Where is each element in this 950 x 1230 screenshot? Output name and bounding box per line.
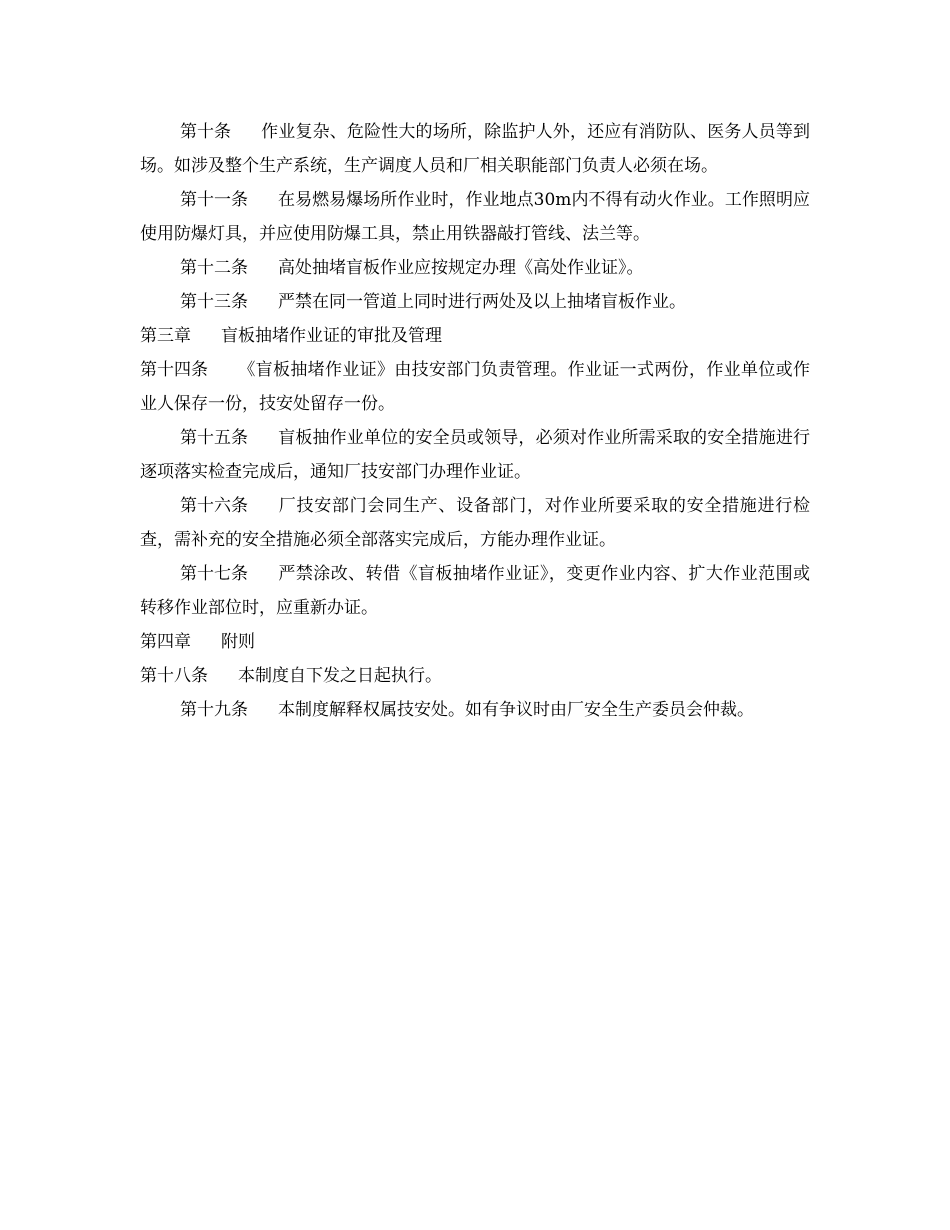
article-18	[140, 659, 810, 693]
chapter-label: 第三章	[140, 326, 191, 346]
chapter-4-heading	[140, 625, 810, 659]
article-text: 《盲板抽堵作业证》由技安部门负责管理。作业证一式两份，作业单位或作业人保存一份，技安处留存一份。	[140, 360, 810, 414]
article-19	[140, 693, 810, 727]
article-label: 第十九条	[180, 700, 248, 720]
chapter-title: 附则	[221, 632, 255, 652]
article-text: 严禁涂改、转借《盲板抽堵作业证》，变更作业内容、扩大作业范围或转移作业部位时，应重新办证。	[140, 564, 810, 618]
chapter-3-heading	[140, 319, 810, 353]
article-label: 第十三条	[180, 292, 248, 312]
article-label: 第十一条	[180, 190, 248, 210]
article-text: 作业复杂、危险性大的场所，除监护人外，还应有消防队、医务人员等到场。如涉及整个生产系统，生产调度人员和厂相关职能部门负责人必须在场。	[140, 122, 810, 176]
article-16	[140, 489, 810, 557]
article-label: 第十条	[180, 122, 231, 142]
article-text: 本制度自下发之日起执行。	[238, 666, 442, 686]
article-text: 盲板抽作业单位的安全员或领导，必须对作业所需采取的安全措施进行逐项落实检查完成后，通知厂技安部门办理作业证。	[140, 428, 810, 482]
article-13	[140, 285, 810, 319]
article-text: 在易燃易爆场所作业时，作业地点30m内不得有动火作业。工作照明应使用防爆灯具，并应使用防爆工具，禁止用铁器敲打管线、法兰等。	[140, 190, 810, 244]
article-14	[140, 353, 810, 421]
article-12	[140, 251, 810, 285]
article-label: 第十八条	[140, 666, 208, 686]
article-text: 高处抽堵盲板作业应按规定办理《高处作业证》。	[278, 258, 644, 278]
chapter-label: 第四章	[140, 632, 191, 652]
article-text: 严禁在同一管道上同时进行两处及以上抽堵盲板作业。	[278, 292, 686, 312]
chapter-title: 盲板抽堵作业证的审批及管理	[221, 326, 442, 346]
article-text: 厂技安部门会同生产、设备部门，对作业所要采取的安全措施进行检查，需补充的安全措施必须全部落实完成后，方能办理作业证。	[140, 496, 810, 550]
article-label: 第十五条	[180, 428, 248, 448]
article-11	[140, 183, 810, 251]
article-17	[140, 557, 810, 625]
document-body	[140, 115, 810, 727]
article-label: 第十四条	[140, 360, 208, 380]
article-label: 第十二条	[180, 258, 248, 278]
article-10	[140, 115, 810, 183]
article-15	[140, 421, 810, 489]
article-label: 第十六条	[180, 496, 248, 516]
article-text: 本制度解释权属技安处。如有争议时由厂安全生产委员会仲裁。	[278, 700, 754, 720]
article-label: 第十七条	[180, 564, 248, 584]
